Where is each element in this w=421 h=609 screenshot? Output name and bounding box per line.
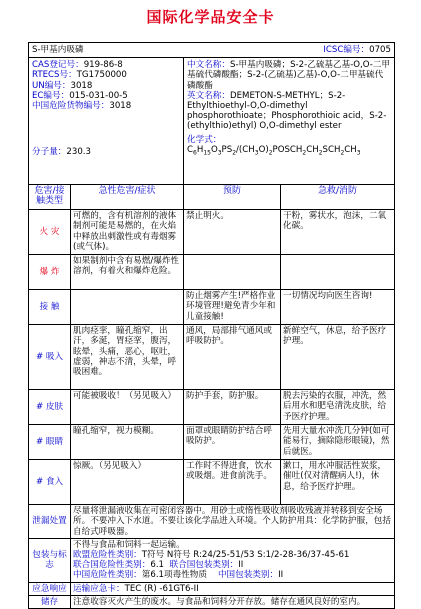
hazard-aid: 先用大量水冲洗几分钟(如可能易行，摘除隐形眼镜)，然后就医。 <box>281 425 395 460</box>
hazard-symptom <box>71 290 184 325</box>
hazard-symptom: 可能被吸收！（另见吸入） <box>71 390 184 425</box>
hazard-aid: 一切情况均向医生咨询! <box>281 290 395 325</box>
header-row <box>29 43 395 58</box>
hazard-aid: 新鲜空气，休息，给予医疗护理。 <box>281 325 395 390</box>
safety-card-table <box>28 42 395 609</box>
eu-classification: 欧盟危险性类别：T符号 N符号 R:24/25-51/53 S:1/2-28-36/37-45-61 <box>73 550 350 561</box>
hazard-type: # 吸入 <box>29 325 71 390</box>
hazard-type: 接 触 <box>29 290 71 325</box>
hazard-symptom: 可燃的，含有机溶剂的液体制剂可能是易燃的，在火焰中释放出刺激性或有毒烟雾(或气体)。 <box>71 210 184 255</box>
hazard-symptom: 惊厥。（另见吸入） <box>71 460 184 505</box>
storage-row <box>29 595 395 608</box>
spill-label: 泄漏处置 <box>29 505 71 539</box>
hazard-aid: 脱去污染的衣服，冲洗，然后用水和肥皂清洗皮肤，给予医疗护理。 <box>281 390 395 425</box>
rtecs-number: RTECS号：TG1750000 <box>32 70 127 81</box>
hazard-type: # 眼睛 <box>29 425 71 460</box>
hazard-symptom: 肌肉痉挛，瞳孔缩窄，出汗，多涎，胃痉挛，腹泻，眩晕，头痛，恶心，呕吐，虚弱，神志不清，头晕，呼吸困难。 <box>71 325 184 390</box>
hazard-prevention: 防护手套，防护服。 <box>184 390 281 425</box>
packaging-label: 包装与标志 <box>29 538 71 582</box>
storage-text: 注意收容灭火产生的废水。与食品和饲料分开存放。储存在通风良好的室内。 <box>71 595 395 608</box>
table-header-row <box>29 185 395 210</box>
hazard-prevention: 禁止明火。 <box>184 210 281 255</box>
identifier-block <box>29 58 184 185</box>
hazard-aid <box>281 255 395 290</box>
un-classification: 联合国危险性类别：6.1 联合国包装类别：II <box>73 560 244 571</box>
chinese-name: 中文名称：S-甲基内吸磷；S-2-乙硫基乙基-O,O-二甲基硫代磷酸酯；S-2-(乙硫基)乙基)-O,O-二甲基硫代磷酸酯 <box>187 60 391 91</box>
cas-number: CAS登记号：919-86-8 <box>32 60 123 71</box>
cn-classification: 中国危险性类别：第6.1项毒性物质 中国包装类别：II <box>73 570 284 581</box>
hazard-prevention: 通风，局部排气通风或呼吸防护。 <box>184 325 281 390</box>
col-header-symptom: 急性危害/症状 <box>71 185 184 210</box>
table-row <box>29 390 395 425</box>
spill-text: 尽量将泄漏液收集在可密闭容器中。用砂土或惰性吸收剂吸收残液并转移到安全场所。不要冲入下水道。不要让该化学品进入环境。个人防护用具：化学防护服，包括自给式呼吸器。 <box>71 505 395 539</box>
chemical-name: S-甲基内吸磷 <box>32 45 84 55</box>
cn-dangerous-goods-number: 中国危险货物编号：3018 <box>32 101 132 112</box>
table-row <box>29 425 395 460</box>
storage-label: 储存 <box>29 595 71 608</box>
chemical-formula: 化学式：$C_6H_{15}O_3PS_2/(CH_3O)_2POSCH_2CH_2SCH_2CH_3$ <box>187 134 361 157</box>
hazard-prevention: 面罩或眼睛防护结合呼吸防护。 <box>184 425 281 460</box>
card-title: 国际化学品安全卡 <box>146 8 275 26</box>
un-number: UN编号：3018 <box>32 80 93 91</box>
table-row <box>29 210 395 255</box>
identifier-row <box>29 58 395 185</box>
col-header-prevention: 预防 <box>184 185 281 210</box>
emergency-label: 应急响应 <box>29 582 71 595</box>
col-header-aid: 急救/消防 <box>281 185 395 210</box>
table-row <box>29 460 395 505</box>
molecular-weight: 分子量：230.3 <box>32 147 91 158</box>
table-row <box>29 290 395 325</box>
hazard-prevention: 防止烟雾产生!严格作业环境管理!避免青少年和儿童接触! <box>184 290 281 325</box>
table-row <box>29 325 395 390</box>
icsc-number: ICSC编号：0705 <box>323 45 391 55</box>
col-header-type: 危害/接触类型 <box>29 185 71 210</box>
hazard-type: # 皮肤 <box>29 390 71 425</box>
hazard-type: 火 灾 <box>29 210 71 255</box>
hazard-prevention <box>184 255 281 290</box>
hazard-symptom: 如果制剂中含有易燃/爆炸性溶剂，有着火和爆炸危险。 <box>71 255 184 290</box>
spill-row <box>29 505 395 539</box>
hazard-aid: 漱口，用水冲服活性炭浆，催吐(仅对清醒病人!)，休息，给予医疗护理。 <box>281 460 395 505</box>
ec-number: EC编号：015-031-00-5 <box>32 90 128 101</box>
hazard-type: 爆 炸 <box>29 255 71 290</box>
english-name: 英文名称：DEMETON-S-METHYL；S-2-Ethylthioethyl-O,O-dimethyl phosphorothioate；Phosphorothioic acid，S-2-(ethylthio)ethyl) O,O-dimethyl ester <box>187 90 387 132</box>
emergency-text: 运输应急卡：TEC (R) -61GT6-II <box>71 582 395 595</box>
packaging-text: 不得与食品和饲料一起运输。 欧盟危险性类别：T符号 N符号 R:24/25-51/53 S:1/2-28-36/37-45-61 联合国危险性类别：6.1 联合国包装类别：II 中国危险性类别：第6.1项毒性物质 中国包装类别：II <box>71 538 395 582</box>
hazard-symptom: 瞳孔缩窄，视力模糊。 <box>71 425 184 460</box>
hazard-aid: 干粉，雾状水，泡沫，二氧化碳。 <box>281 210 395 255</box>
hazard-type: # 食入 <box>29 460 71 505</box>
names-block <box>184 58 395 185</box>
packaging-row <box>29 538 395 582</box>
table-row <box>29 255 395 290</box>
emergency-row <box>29 582 395 595</box>
hazard-prevention: 工作时不得进食，饮水或吸烟。进食前洗手。 <box>184 460 281 505</box>
